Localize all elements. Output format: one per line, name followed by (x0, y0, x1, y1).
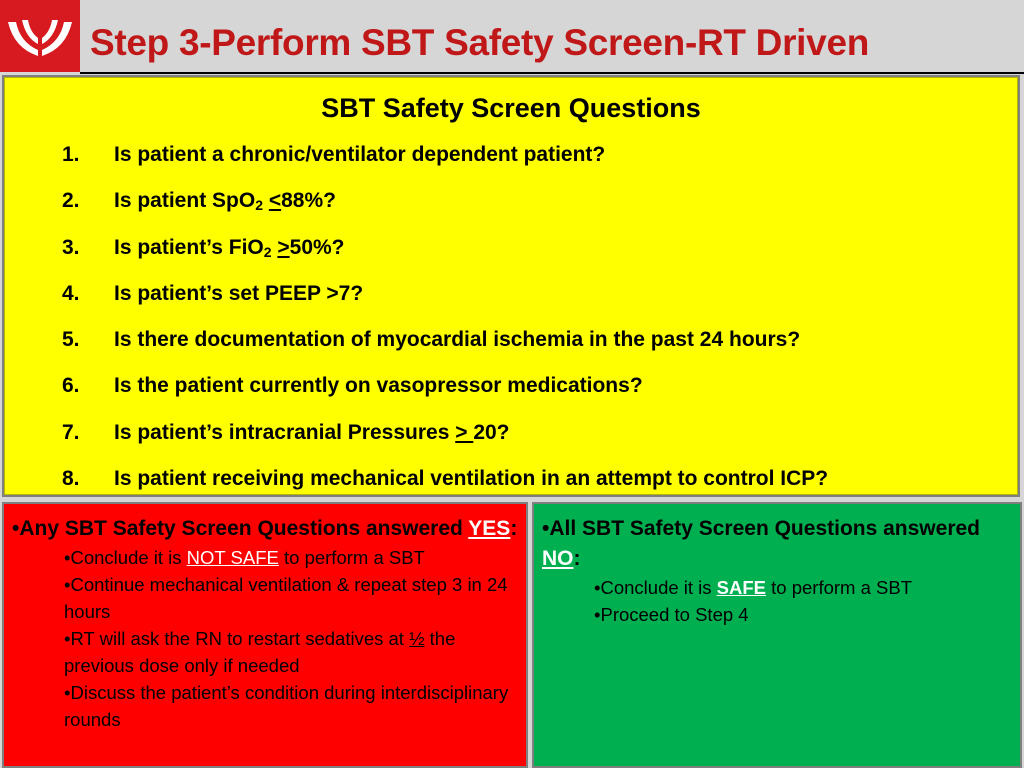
safe-lead-colon: : (573, 547, 581, 570)
safe-action-item (594, 574, 1014, 601)
unsafe-action-item: •Continue mechanical ventilation & repeat step 3 in 24 hours (64, 574, 508, 622)
question-text: Is there documentation of myocardial ischemia in the past 24 hours? (114, 328, 801, 352)
action-text: to perform a SBT (278, 547, 425, 568)
question-text-part: 20? (473, 420, 510, 444)
comparison-symbol: < (268, 189, 282, 213)
question-text: Is the patient currently on vasopressor medications? (114, 374, 643, 398)
safe-result-panel (532, 502, 1022, 768)
question-text-part: Is patient’s FiO (114, 235, 264, 259)
half-dose-label: ½ (409, 628, 425, 649)
action-text: the previous dose only if needed (64, 628, 456, 676)
unsafe-action-item: •Discuss the patient’s condition during interdisciplinary rounds (64, 682, 509, 730)
safe-panel-body (542, 514, 1014, 628)
answer-yes: YES (468, 517, 511, 540)
question-text-part: 50%? (289, 235, 345, 259)
question-text (114, 189, 336, 213)
unsafe-lead-text: •Any SBT Safety Screen Questions answered (12, 517, 469, 540)
unsafe-action-item (64, 625, 520, 679)
question-text-part: Is patient’s intracranial Pressures (114, 420, 456, 444)
unsafe-action-item (64, 544, 520, 571)
safe-lead-text: •All SBT Safety Screen Questions answered (542, 517, 980, 540)
safe-lead (542, 514, 1014, 574)
safe-actions-list (594, 574, 1014, 628)
question-text: Is patient’s set PEEP >7? (114, 281, 364, 305)
not-safe-label: NOT SAFE (186, 547, 279, 568)
logo (0, 0, 80, 72)
question-text: Is patient receiving mechanical ventilation in an attempt to control ICP? (114, 467, 829, 491)
unsafe-lead-colon: : (510, 517, 518, 540)
safe-action-item: •Proceed to Step 4 (594, 604, 749, 625)
question-text (114, 236, 345, 260)
questions-heading: SBT Safety Screen Questions (321, 93, 701, 123)
question-number: 2. (62, 189, 80, 213)
action-text: to perform a SBT (766, 577, 913, 598)
unsafe-result-panel (2, 502, 528, 768)
question-number: 7. (62, 420, 80, 444)
question-number: 1. (62, 143, 80, 166)
action-text: •Conclude it is (64, 547, 187, 568)
subscript: 2 (255, 197, 263, 214)
question-number: 5. (62, 328, 80, 352)
unsafe-lead (12, 514, 520, 544)
action-text: •Conclude it is (594, 577, 717, 598)
subscript: 2 (263, 243, 272, 260)
question-text-part: Is patient SpO (114, 189, 256, 213)
slide-title: Step 3-Perform SBT Safety Screen-RT Driven (90, 22, 870, 63)
university-logo-icon (0, 0, 80, 72)
unsafe-actions-list (64, 544, 520, 733)
questions-panel (2, 75, 1020, 497)
question-number: 3. (62, 235, 80, 259)
action-text: •RT will ask the RN to restart sedatives at (64, 628, 410, 649)
question-number: 4. (62, 281, 80, 305)
title-divider (80, 72, 1024, 74)
comparison-symbol: > (277, 235, 290, 259)
question-text: Is patient a chronic/ventilator dependent patient? (114, 143, 606, 166)
unsafe-panel-body (12, 514, 520, 733)
question-number: 8. (62, 467, 80, 491)
comparison-symbol: > (455, 420, 474, 444)
answer-no: NO (542, 547, 574, 570)
question-text-part: 88%? (281, 189, 336, 213)
question-text (114, 421, 510, 445)
question-number: 6. (62, 374, 80, 398)
safe-label: SAFE (716, 577, 767, 598)
